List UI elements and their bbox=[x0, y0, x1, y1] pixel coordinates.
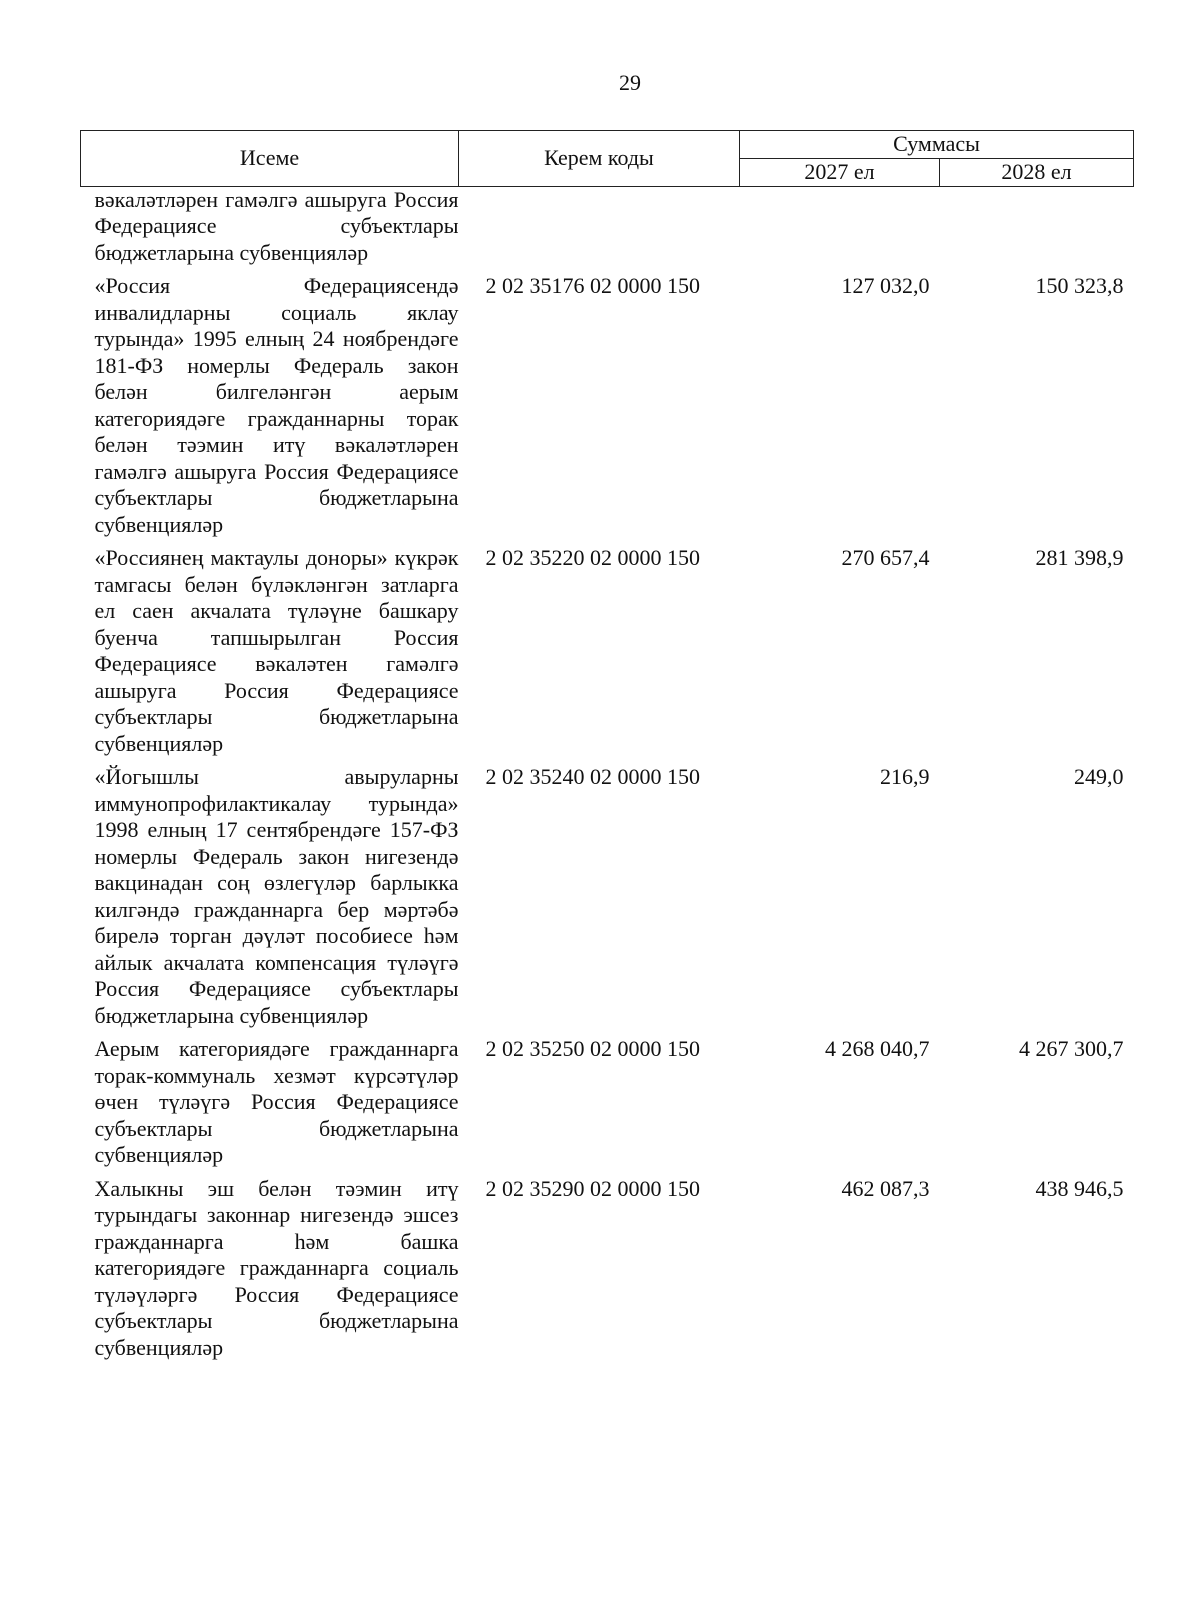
table-row bbox=[81, 764, 1134, 1036]
row-name: Аерым категориядәге гражданнарга торак-коммуналь хезмәт күрсәтүләр өчен түләүгә Россия Федерациясе субъектлары бюджетларына субвенцияләр bbox=[94, 1036, 459, 1167]
row-amount-2028: 438 946,5 bbox=[1035, 1175, 1124, 1201]
header-name: Исеме bbox=[81, 131, 459, 187]
row-code: 2 02 35220 02 0000 150 bbox=[485, 545, 700, 570]
row-code: 2 02 35250 02 0000 150 bbox=[485, 1036, 700, 1061]
row-name: «Россиянең мактаулы доноры» күкрәк тамгасы белән бүләкләнгән затларга ел саен акчалата түләүне башкару буенча тапшырылган Россия Федерациясе вәкаләтен гамәлгә ашыруга Россия Федерациясе субъектлары бюджетларына субвенцияләр bbox=[94, 545, 459, 756]
row-amount-2028: 4 267 300,7 bbox=[1019, 1036, 1124, 1061]
header-year-2028: 2028 ел bbox=[940, 159, 1134, 187]
row-name: Халыкны эш белән тәэмин итү турындагы законнар нигезендә эшсез гражданнарга һәм башка категориядәге гражданнарга социаль түләүләргә Россия Федерациясе субъектлары бюджетларына субвенцияләр bbox=[94, 1175, 459, 1360]
row-amount-2028: 249,0 bbox=[1074, 764, 1124, 789]
table-row bbox=[81, 273, 1134, 545]
row-amount-2027: 462 087,3 bbox=[841, 1175, 930, 1201]
row-amount-2027: 270 657,4 bbox=[841, 545, 930, 570]
row-amount-2028 bbox=[940, 186, 1134, 273]
row-code: 2 02 35240 02 0000 150 bbox=[485, 764, 700, 789]
row-code bbox=[459, 186, 740, 273]
row-amount-2027: 127 032,0 bbox=[841, 273, 930, 298]
row-code: 2 02 35176 02 0000 150 bbox=[485, 273, 700, 298]
budget-table bbox=[80, 130, 1134, 1368]
row-amount-2027 bbox=[740, 186, 940, 273]
table-row bbox=[81, 1036, 1134, 1176]
row-code: 2 02 35290 02 0000 150 bbox=[485, 1175, 700, 1201]
header-amounts: Суммасы bbox=[740, 131, 1134, 159]
row-name: «Йогышлы авыруларны иммунопрофилактикалау турында» 1998 елның 17 сентябрендәге 157-ФЗ номерлы Федераль закон нигезендә вакцинадан соң өзлегүләр барлыкка килгәндә гражданнарга бер мәртәбә бирелә торган дәүләт пособиесе һәм айлык акчалата компенсация түләүгә Россия Федерациясе субъектлары бюджетларына субвенцияләр bbox=[94, 764, 459, 1028]
table-body bbox=[81, 186, 1134, 1368]
row-amount-2027: 4 268 040,7 bbox=[825, 1036, 930, 1061]
row-amount-2028: 281 398,9 bbox=[1035, 545, 1124, 570]
header-code: Керем коды bbox=[459, 131, 740, 187]
row-amount-2027: 216,9 bbox=[880, 764, 930, 789]
table-row bbox=[81, 545, 1134, 764]
table-header bbox=[81, 131, 1134, 187]
row-amount-2028: 150 323,8 bbox=[1035, 273, 1124, 298]
table-row bbox=[81, 186, 1134, 273]
page-number: 29 bbox=[619, 70, 641, 95]
row-name: «Россия Федерациясендә инвалидларны социаль яклау турында» 1995 елның 24 ноябрендәге 181-ФЗ номерлы Федераль закон белән билгеләнгән аерым категориядәге гражданнарны торак белән тәэмин итү вәкаләтләрен гамәлгә ашыруга Россия Федерациясе субъектлары бюджетларына субвенцияләр bbox=[94, 273, 459, 537]
header-year-2027: 2027 ел bbox=[740, 159, 940, 187]
table-row bbox=[81, 1176, 1134, 1369]
row-name: вәкаләтләрен гамәлгә ашыруга Россия Федерациясе субъектлары бюджетларына субвенцияләр bbox=[94, 186, 459, 265]
